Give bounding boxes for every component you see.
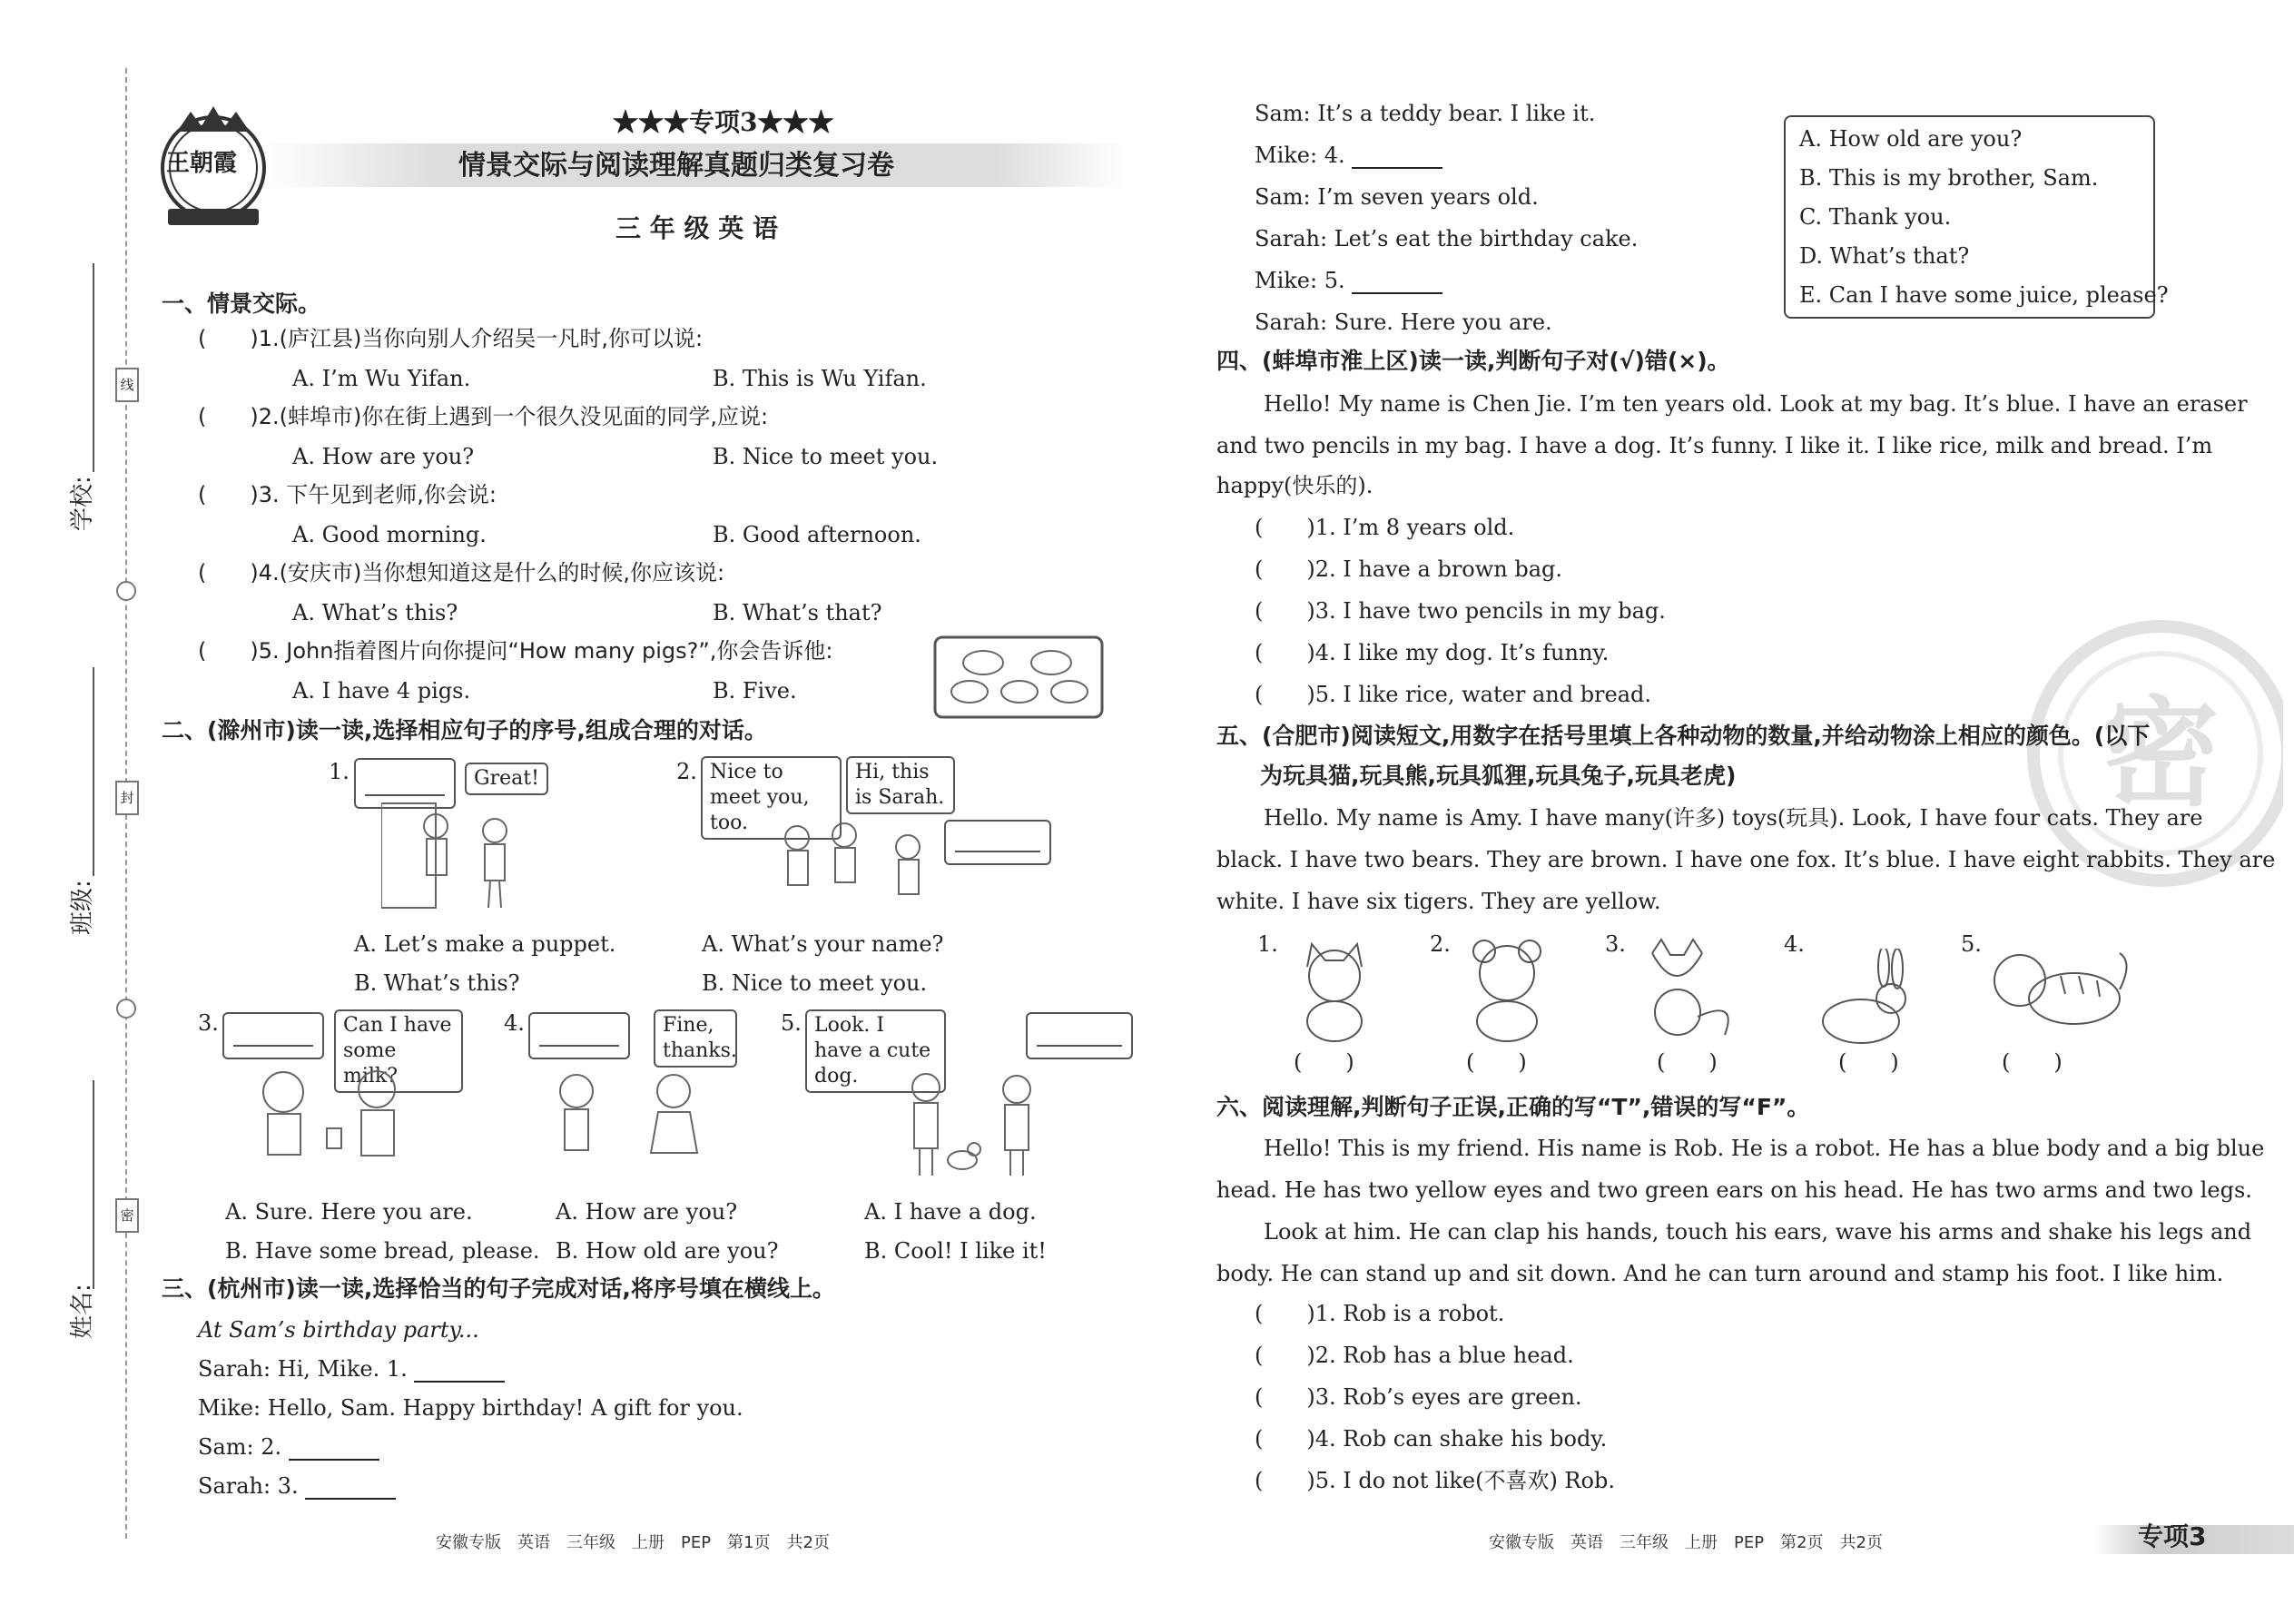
s3-blank-4[interactable] [1352, 147, 1442, 169]
s2-picture-2 [772, 822, 935, 921]
s3-line-9: Mike: 5. [1255, 267, 1442, 294]
s3-blank-2[interactable] [289, 1439, 379, 1461]
s6-item-1[interactable]: ( )1. Rob is a robot. [1255, 1301, 1505, 1326]
s1-q1-option-a[interactable]: A. I’m Wu Yifan. [292, 366, 471, 391]
s3-line-10: Sarah: Sure. Here you are. [1255, 310, 1552, 335]
section-5-heading-line-2: 为玩具猫,玩具熊,玩具狐狸,玩具兔子,玩具老虎) [1260, 763, 1737, 789]
s2-picture-1 [381, 799, 536, 912]
s6-passage-line-1: Hello! This is my friend. His name is Rob. He is a robot. He has a blue body and a big blue [1264, 1136, 2265, 1161]
s2-bubble-nice-to-meet-you-too: Nice to meet you, too. [701, 756, 842, 840]
s5-num-5: 5. [1961, 931, 1982, 957]
s3-option-d: D. What’s that? [1799, 243, 1970, 269]
s5-paren-5[interactable]: ( ) [2002, 1049, 2063, 1075]
s3-line-1: Sarah: Hi, Mike. 1. [198, 1355, 505, 1383]
section-badge: ★★★专项3★★★ [613, 107, 834, 137]
s5-passage-line-2: black. I have two bears. They are brown. I have one fox. It’s blue. I have eight rabbits. They are [1216, 847, 2276, 872]
s4-item-4[interactable]: ( )4. I like my dog. It’s funny. [1255, 640, 1610, 665]
s2-bubble-look-i-have-a-cute-dog: Look. I have a cute dog. [805, 1009, 946, 1093]
s2-blank-bubble-4[interactable] [528, 1012, 630, 1059]
section-3-heading: 三、(杭州市)读一读,选择恰当的句子完成对话,将序号填在横线上。 [162, 1275, 835, 1302]
footer-left: 安徽专版 英语 三年级 上册 PEP 第1页 共2页 [436, 1533, 830, 1552]
s6-item-5[interactable]: ( )5. I do not like(不喜欢) Rob. [1255, 1468, 1615, 1493]
s6-passage-line-2: head. He has two yellow eyes and two green ears on his head. He has two arms and two legs. [1216, 1177, 2252, 1203]
s2-blank-bubble-5[interactable] [1026, 1012, 1133, 1059]
s2-picture-4 [545, 1071, 699, 1171]
s1-q4-stem: ( )4.(安庆市)当你想知道这是什么的时候,你应该说: [198, 560, 725, 586]
s4-item-2[interactable]: ( )2. I have a brown bag. [1255, 556, 1563, 582]
s2-bubble-hi-this-is-sarah: Hi, this is Sarah. [846, 756, 955, 814]
school-field-line[interactable] [93, 263, 94, 472]
page-title: 情景交际与阅读理解真题归类复习卷 [458, 150, 894, 182]
section-1-heading: 一、情景交际。 [162, 290, 321, 317]
s3-line-8: Sarah: Let’s eat the birthday cake. [1255, 226, 1639, 251]
s2-picture-3 [254, 1067, 418, 1166]
s5-num-3: 3. [1605, 931, 1626, 957]
s4-passage-line-2: and two pencils in my bag. I have a dog. It’s funny. I like it. I like rice, milk and bread. I’m [1216, 433, 2213, 458]
s2-q5-option-a[interactable]: A. I have a dog. [864, 1199, 1037, 1225]
s5-num-1: 1. [1257, 931, 1278, 957]
s2-q4-option-a[interactable]: A. How are you? [556, 1199, 738, 1225]
s5-paren-4[interactable]: ( ) [1838, 1049, 1899, 1075]
toy-tiger-picture[interactable] [1984, 944, 2129, 1035]
s6-item-2[interactable]: ( )2. Rob has a blue head. [1255, 1343, 1574, 1368]
s5-paren-1[interactable]: ( ) [1294, 1049, 1354, 1075]
s5-num-4: 4. [1784, 931, 1805, 957]
school-label: 学校: [69, 476, 96, 531]
s2-num-1: 1. [329, 759, 350, 784]
class-label: 班级: [69, 880, 96, 935]
s2-q3-option-b[interactable]: B. Have some bread, please. [225, 1238, 540, 1264]
s5-paren-3[interactable]: ( ) [1657, 1049, 1718, 1075]
brand-name: 王朝霞 [166, 150, 238, 177]
s2-q2-option-b[interactable]: B. Nice to meet you. [702, 970, 928, 996]
section-4-heading: 四、(蚌埠市淮上区)读一读,判断句子对(√)错(×)。 [1216, 348, 1730, 374]
s2-blank-bubble-3[interactable] [222, 1012, 324, 1059]
s1-q1-stem: ( )1.(庐江县)当你向别人介绍吴一凡时,你可以说: [198, 326, 704, 351]
binding-hole [116, 999, 136, 1019]
class-field-line[interactable] [93, 667, 94, 876]
s3-line-2: Mike: Hello, Sam. Happy birthday! A gift for you. [198, 1395, 743, 1421]
s2-blank-bubble-2[interactable] [944, 820, 1051, 865]
s1-q3-option-a[interactable]: A. Good morning. [292, 522, 487, 547]
s2-picture-5 [894, 1071, 1049, 1180]
footer-right: 安徽专版 英语 三年级 上册 PEP 第2页 共2页 [1489, 1533, 1883, 1552]
s4-item-3[interactable]: ( )3. I have two pencils in my bag. [1255, 598, 1666, 624]
s3-line-3: Sam: 2. [198, 1433, 379, 1461]
name-field-line[interactable] [93, 1080, 94, 1289]
footer-section-tag: 专项3 [2138, 1521, 2207, 1551]
s1-q2-option-b[interactable]: B. Nice to meet you. [713, 444, 939, 469]
s2-bubble-great: Great! [465, 763, 548, 795]
s1-q5-stem: ( )5. John指着图片向你提问“How many pigs?”,你会告诉他: [198, 638, 833, 664]
s2-q4-option-b[interactable]: B. How old are you? [556, 1238, 779, 1264]
s3-context: At Sam’s birthday party... [198, 1317, 479, 1343]
s4-item-5[interactable]: ( )5. I like rice, water and bread. [1255, 682, 1652, 707]
s3-option-b: B. This is my brother, Sam. [1799, 165, 2099, 191]
s2-q1-option-a[interactable]: A. Let’s make a puppet. [354, 931, 616, 957]
s4-passage-line-3: happy(快乐的). [1216, 473, 1373, 498]
s1-q3-stem: ( )3. 下午见到老师,你会说: [198, 482, 497, 507]
s4-item-1[interactable]: ( )1. I’m 8 years old. [1255, 515, 1515, 540]
s5-num-2: 2. [1430, 931, 1451, 957]
s4-passage-line-1: Hello! My name is Chen Jie. I’m ten years old. Look at my bag. It’s blue. I have an eraser [1264, 391, 2248, 417]
s2-bubble-can-i-have-some-milk: Can I have some milk? [334, 1009, 463, 1093]
section-5-heading-line-1: 五、(合肥市)阅读短文,用数字在括号里填上各种动物的数量,并给动物涂上相应的颜色。(以下 [1216, 723, 2151, 749]
toy-cat-picture[interactable] [1285, 935, 1384, 1044]
s3-line-7: Sam: I’m seven years old. [1255, 184, 1539, 210]
s3-option-c: C. Thank you. [1799, 204, 1952, 230]
s5-passage-line-3: white. I have six tigers. They are yellow. [1216, 889, 1661, 914]
pigs-picture [933, 635, 1104, 719]
s6-item-3[interactable]: ( )3. Rob’s eyes are green. [1255, 1384, 1582, 1410]
s2-bubble-fine-thanks: Fine, thanks. [654, 1009, 737, 1068]
s2-q3-option-a[interactable]: A. Sure. Here you are. [225, 1199, 473, 1225]
binding-mark-line: 线 [115, 368, 139, 402]
s5-paren-2[interactable]: ( ) [1466, 1049, 1527, 1075]
s2-num-4: 4. [504, 1010, 525, 1036]
s1-q5-option-a[interactable]: A. I have 4 pigs. [292, 678, 471, 704]
s3-blank-5[interactable] [1352, 272, 1442, 294]
s6-item-4[interactable]: ( )4. Rob can shake his body. [1255, 1426, 1608, 1452]
s2-q1-option-b[interactable]: B. What’s this? [354, 970, 520, 996]
toy-rabbit-picture[interactable] [1811, 949, 1929, 1048]
s1-q3-option-b[interactable]: B. Good afternoon. [713, 522, 921, 547]
name-label: 姓名: [69, 1284, 96, 1339]
s1-q4-option-a[interactable]: A. What’s this? [292, 600, 458, 625]
s3-option-e: E. Can I have some juice, please? [1799, 282, 2169, 308]
toy-bear-picture[interactable] [1457, 935, 1557, 1044]
s3-blank-3[interactable] [305, 1478, 396, 1500]
binding-mark-seal: 封 [115, 781, 139, 815]
s3-line-6: Mike: 4. [1255, 142, 1442, 169]
binding-mark-secret: 密 [115, 1198, 139, 1233]
s2-num-5: 5. [781, 1010, 802, 1036]
section-6-heading: 六、阅读理解,判断句子正误,正确的写“T”,错误的写“F”。 [1216, 1094, 1810, 1120]
s5-passage-line-1: Hello. My name is Amy. I have many(许多) toys(玩具). Look, I have four cats. They are [1264, 805, 2203, 831]
s6-passage-line-4: body. He can stand up and sit down. And he can turn around and stamp his foot. I like him. [1216, 1261, 2224, 1286]
s1-q5-option-b[interactable]: B. Five. [713, 678, 797, 704]
s6-passage-line-3: Look at him. He can clap his hands, touch his ears, wave his arms and shake his legs and [1264, 1219, 2252, 1245]
section-2-heading: 二、(滁州市)读一读,选择相应句子的序号,组成合理的对话。 [162, 717, 767, 743]
toy-fox-picture[interactable] [1634, 935, 1743, 1044]
s2-q5-option-b[interactable]: B. Cool! I like it! [864, 1238, 1047, 1264]
s2-num-2: 2. [676, 759, 697, 784]
s3-blank-1[interactable] [414, 1361, 505, 1383]
watermark-char: 密 [2102, 684, 2220, 822]
s2-q2-option-a[interactable]: A. What’s your name? [702, 931, 944, 957]
s1-q2-option-a[interactable]: A. How are you? [292, 444, 475, 469]
s3-option-a: A. How old are you? [1799, 126, 2023, 152]
page-subtitle: 三 年 级 英 语 [615, 213, 778, 243]
s1-q2-stem: ( )2.(蚌埠市)你在街上遇到一个很久没见面的同学,应说: [198, 404, 769, 429]
s1-q4-option-b[interactable]: B. What’s that? [713, 600, 882, 625]
s3-line-5: Sam: It’s a teddy bear. I like it. [1255, 101, 1596, 126]
s2-num-3: 3. [198, 1010, 219, 1036]
s3-line-4: Sarah: 3. [198, 1472, 396, 1500]
s1-q1-option-b[interactable]: B. This is Wu Yifan. [713, 366, 927, 391]
binding-hole [116, 581, 136, 601]
